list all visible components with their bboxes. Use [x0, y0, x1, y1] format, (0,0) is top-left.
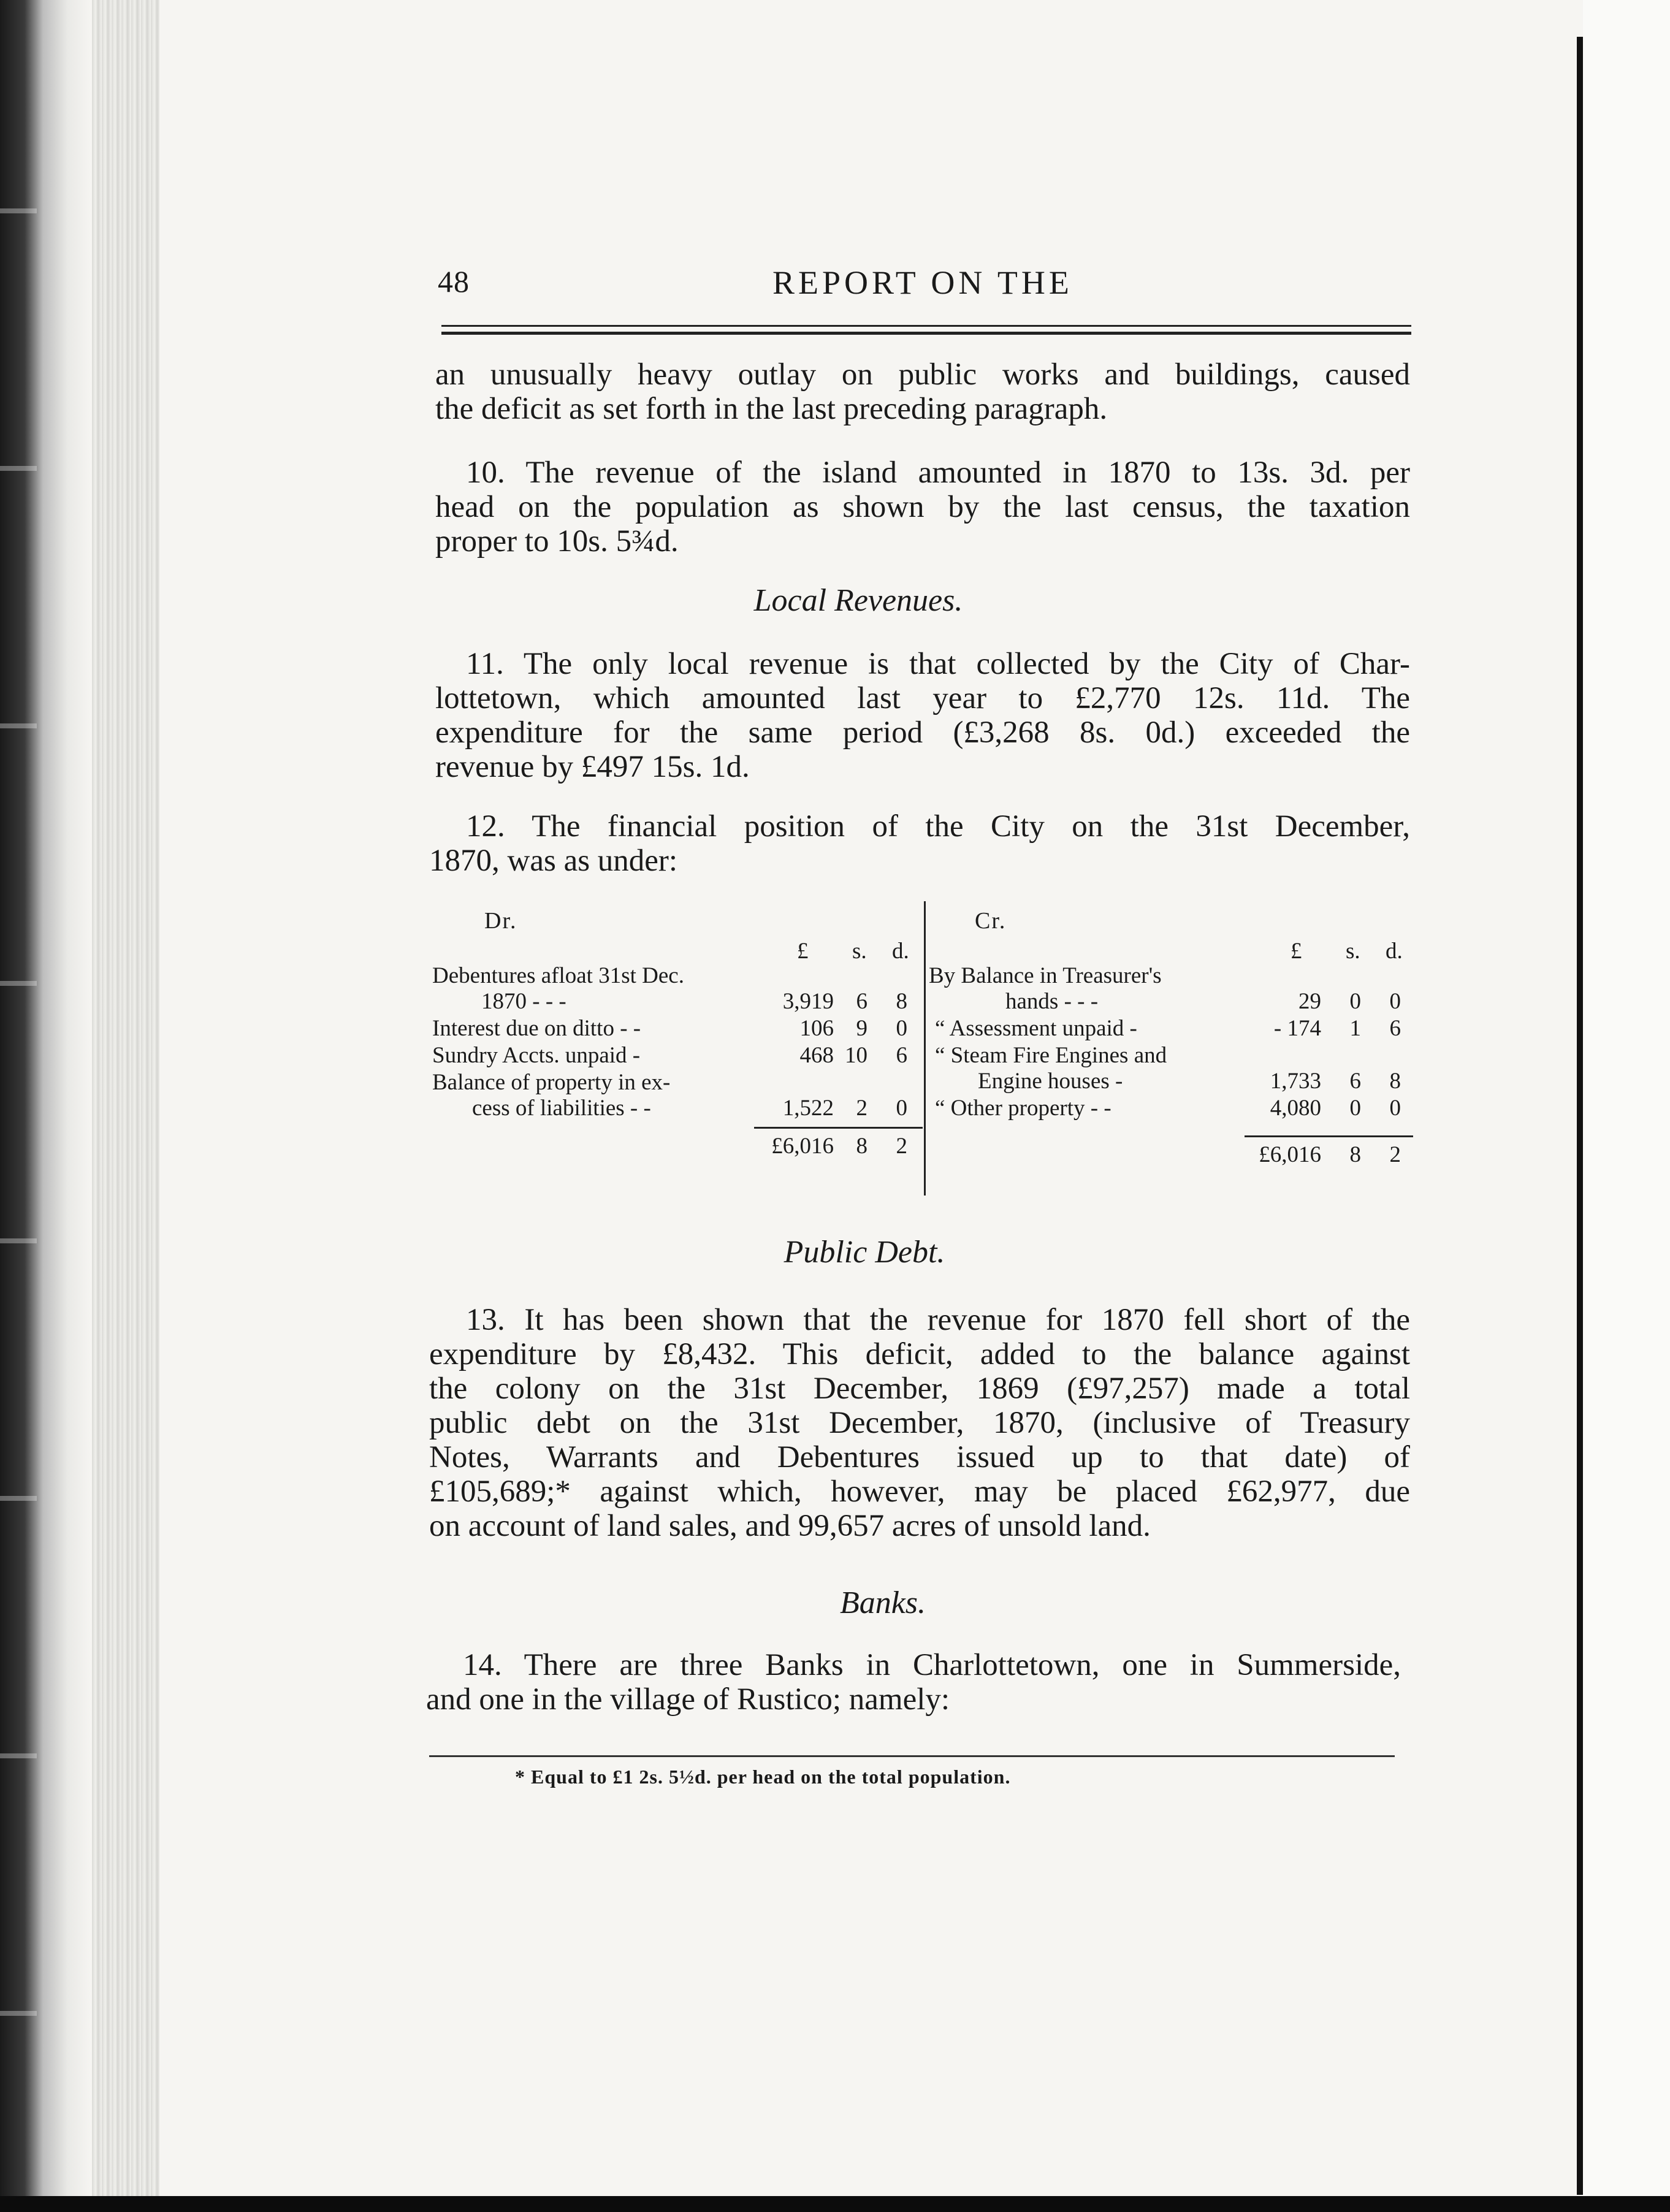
dr-row-shillings: 6: [856, 989, 867, 1014]
paragraph-line: the deficit as set forth in the last preceding paragraph.: [435, 392, 1108, 426]
cr-row-shillings: 1: [1349, 1016, 1361, 1041]
paragraph-line: 12. The financial position of the City on the 31st December,: [466, 809, 1410, 844]
dr-row-label: cess of liabilities - -: [472, 1096, 651, 1121]
dr-row-pounds: 468: [799, 1043, 834, 1068]
paragraph-line: public debt on the 31st December, 1870, (inclusive of Treasury: [429, 1406, 1410, 1440]
dr-row-pounds: 1,522: [782, 1096, 834, 1121]
paragraph-line: lottetown, which amounted last year to £2,770 12s. 11d. The: [435, 681, 1410, 715]
cr-col-pence: d.: [1386, 939, 1403, 964]
scan-right-margin: [1583, 0, 1670, 2212]
cr-total-pounds: £6,016: [1259, 1142, 1321, 1167]
cr-total-shillings: 8: [1349, 1142, 1361, 1167]
cr-label: Cr.: [975, 908, 1007, 934]
paragraph-line: on account of land sales, and 99,657 acres of unsold land.: [429, 1509, 1151, 1543]
cr-row-pence: 0: [1389, 1096, 1401, 1121]
cr-row-pence: 0: [1389, 989, 1401, 1014]
table-column-divider: [924, 901, 926, 1196]
cr-row-pounds: 4,080: [1270, 1096, 1321, 1121]
cr-row-shillings: 0: [1349, 989, 1361, 1014]
running-title: REPORT ON THE: [772, 264, 1073, 301]
paragraph-line: revenue by £497 15s. 1d.: [435, 750, 750, 784]
dr-label: Dr.: [484, 908, 517, 934]
dr-col-shillings: s.: [852, 939, 867, 964]
cr-total-pence: 2: [1389, 1142, 1401, 1167]
dr-col-pounds: £: [797, 939, 809, 964]
dr-row-label: Interest due on ditto - -: [432, 1016, 641, 1041]
dr-total-pence: 2: [896, 1134, 907, 1159]
cr-row-label: “ Other property - -: [935, 1096, 1111, 1121]
dr-col-pence: d.: [892, 939, 909, 964]
cr-row-pence: 8: [1389, 1069, 1401, 1094]
cr-row-label: Engine houses -: [978, 1069, 1123, 1094]
cr-row-label: “ Steam Fire Engines and: [935, 1043, 1167, 1068]
financial-position-table: [429, 901, 1416, 1196]
section-heading-local-revenues: Local Revenues.: [753, 583, 963, 618]
page: [423, 245, 1413, 319]
cr-row-label: “ Assessment unpaid -: [935, 1016, 1137, 1041]
paragraph-line: an unusually heavy outlay on public works and buildings, caused: [435, 357, 1410, 392]
paragraph-line: 1870, was as under:: [429, 844, 678, 878]
dr-row-shillings: 9: [856, 1016, 867, 1041]
dr-row-pounds: 106: [799, 1016, 834, 1041]
dr-row-pence: 0: [896, 1096, 907, 1121]
cr-total-rule: [1245, 1135, 1413, 1137]
paragraph-line: and one in the village of Rustico; namely:: [426, 1682, 950, 1717]
dr-total-rule: [754, 1127, 923, 1129]
paragraph-line: proper to 10s. 5¾d.: [435, 524, 679, 559]
scan-bottom-edge: [0, 2196, 1670, 2212]
footnote-rule: [429, 1755, 1395, 1757]
dr-row-pence: 8: [896, 989, 907, 1014]
paragraph-line: £105,689;* against which, however, may be placed £62,977, due: [429, 1474, 1410, 1509]
cr-row-shillings: 0: [1349, 1096, 1361, 1121]
dr-row-shillings: 10: [845, 1043, 867, 1068]
dr-total-pounds: £6,016: [771, 1134, 834, 1159]
footnote: * Equal to £1 2s. 5½d. per head on the total population.: [515, 1766, 1011, 1788]
dr-row-label: 1870 - - -: [481, 989, 566, 1014]
paragraph-line: 14. There are three Banks in Charlottetown, one in Summerside,: [463, 1648, 1401, 1682]
cr-row-pounds: 29: [1298, 989, 1321, 1014]
section-heading-banks: Banks.: [839, 1585, 926, 1620]
section-heading-public-debt: Public Debt.: [784, 1235, 945, 1270]
cr-row-shillings: 6: [1349, 1069, 1361, 1094]
dr-row-label: Debentures afloat 31st Dec.: [432, 963, 684, 988]
paragraph-line: expenditure by £8,432. This deficit, added to the balance against: [429, 1337, 1410, 1371]
paragraph-line: the colony on the 31st December, 1869 (£97,257) made a total: [429, 1371, 1410, 1406]
cr-row-label: By Balance in Treasurer's: [929, 963, 1162, 988]
paragraph-line: expenditure for the same period (£3,268 8s. 0d.) exceeded the: [435, 715, 1410, 750]
paragraph-line: head on the population as shown by the last census, the taxation: [435, 490, 1410, 524]
cr-col-pounds: £: [1291, 939, 1302, 964]
dr-row-pence: 0: [896, 1016, 907, 1041]
page-number: 48: [438, 264, 470, 299]
dr-row-label: Sundry Accts. unpaid -: [432, 1043, 641, 1068]
dr-row-shillings: 2: [856, 1096, 867, 1121]
cr-row-label: hands - - -: [1005, 989, 1099, 1014]
dr-total-shillings: 8: [856, 1134, 867, 1159]
cr-row-pounds: - 174: [1273, 1016, 1321, 1041]
dr-row-pounds: 3,919: [782, 989, 834, 1014]
cr-row-pounds: 1,733: [1270, 1069, 1321, 1094]
scan-left-marks: [0, 0, 37, 2212]
cr-row-pence: 6: [1389, 1016, 1401, 1041]
header-rule: [441, 325, 1411, 335]
paragraph-line: Notes, Warrants and Debentures issued up to that date) of: [429, 1440, 1410, 1474]
book-binding: [92, 0, 159, 2212]
page-header: [423, 245, 1413, 319]
cr-col-shillings: s.: [1346, 939, 1360, 964]
paragraph-line: 11. The only local revenue is that collected by the City of Char-: [466, 647, 1410, 681]
paragraph-line: 10. The revenue of the island amounted in 1870 to 13s. 3d. per: [466, 456, 1410, 490]
dr-row-label: Balance of property in ex-: [432, 1070, 671, 1095]
scan-right-edge: [1577, 37, 1583, 2195]
paragraph-line: 13. It has been shown that the revenue for 1870 fell short of the: [466, 1303, 1410, 1337]
dr-row-pence: 6: [896, 1043, 907, 1068]
